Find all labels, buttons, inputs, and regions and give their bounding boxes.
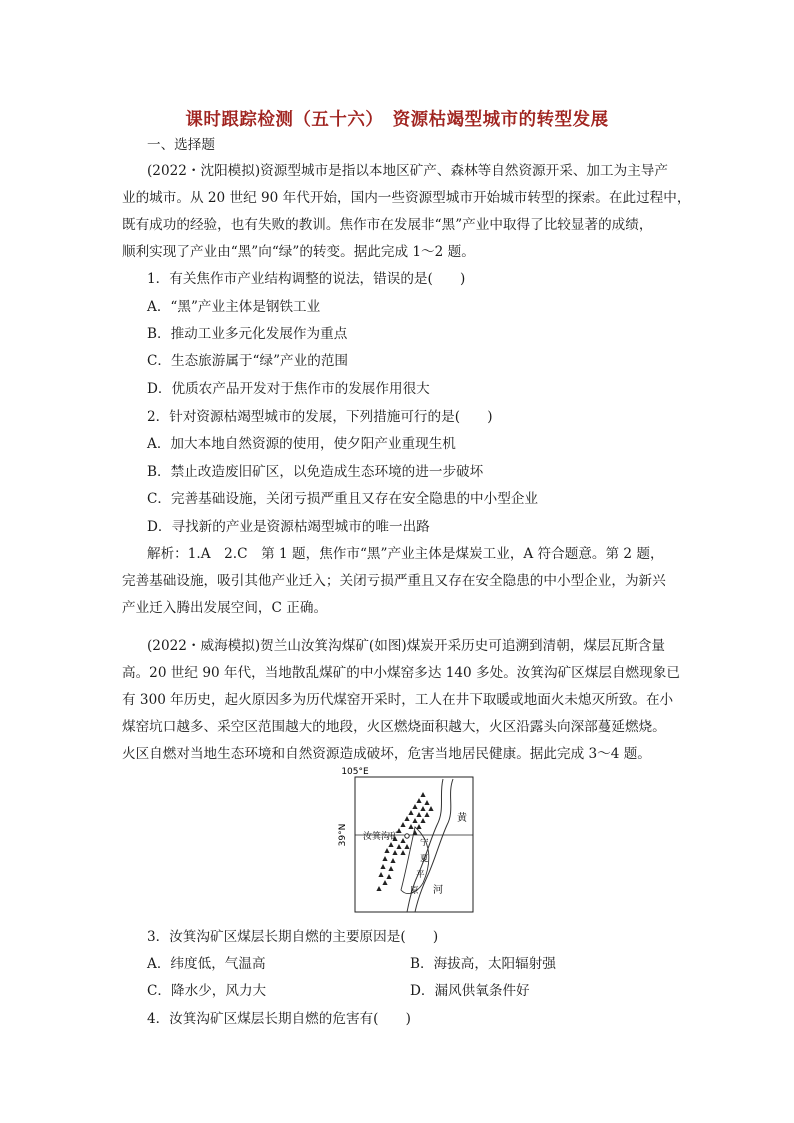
- region-label-3: 平: [416, 870, 425, 880]
- question-2-option-b: B．禁止改造废旧矿区，以免造成生态环境的进一步破坏: [147, 464, 484, 480]
- mountain-icon: [404, 844, 409, 849]
- mountain-icon: [382, 856, 387, 861]
- river-label-1: 黄: [457, 813, 467, 824]
- question-3-option-c: C．降水少，风力大: [147, 983, 267, 999]
- question-2-stem: 2．针对资源枯竭型城市的发展，下列措施可行的是( ): [147, 409, 493, 425]
- mountain-icon: [386, 874, 391, 879]
- mountain-icon: [408, 824, 413, 829]
- mountain-icon: [388, 842, 393, 847]
- mountain-icon: [420, 792, 425, 797]
- question-3-stem: 3．汝箕沟矿区煤层长期自燃的主要原因是( ): [147, 929, 439, 945]
- mountain-icon: [400, 838, 405, 843]
- question-2-option-d: D．寻找新的产业是资源枯竭型城市的唯一出路: [147, 519, 430, 535]
- passage2-line-2: 高。20 世纪 90 年代，当地散乱煤矿的中小煤窑多达 140 多处。汝箕沟矿区煤层自燃现象已: [122, 665, 680, 681]
- mountain-icon: [384, 848, 389, 853]
- question-2-option-c: C．完善基础设施，关闭亏损严重且又存在安全隐患的中小型企业: [147, 491, 539, 507]
- question-3-option-b: B．海拔高，太阳辐射强: [410, 956, 556, 972]
- mountain-icon: [412, 830, 417, 835]
- question-1-option-b: B．推动工业多元化发展作为重点: [147, 326, 348, 342]
- mountain-icon: [388, 866, 393, 871]
- mountain-icon: [400, 822, 405, 827]
- analysis-line-1: 解析：1.A 2.C 第 1 题，焦作市“黑”产业主体是煤炭工业，A 符合题意。第 2 题，: [147, 546, 664, 562]
- mine-location-map: [335, 765, 475, 915]
- region-label-1: 宁: [420, 838, 429, 848]
- question-3-option-d: D．漏风供氧条件好: [410, 983, 530, 999]
- question-2-option-a: A．加大本地自然资源的使用，使夕阳产业重现生机: [147, 436, 456, 452]
- passage1-line-3: 既有成功的经验，也有失败的教训。焦作市在发展非“黑”产业中取得了比较显著的成绩，: [122, 217, 653, 233]
- latitude-label: 39°N: [338, 823, 348, 847]
- question-3-option-a: A．纬度低，气温高: [147, 956, 266, 972]
- question-1-stem: 1．有关焦作市产业结构调整的说法，错误的是( ): [147, 271, 466, 287]
- river-label-2: 河: [433, 885, 443, 896]
- mountain-icon: [420, 818, 425, 823]
- passage1-line-4: 顺利实现了产业由“黑”向“绿”的转变。据此完成 1～2 题。: [122, 244, 475, 260]
- question-1-option-d: D．优质农产品开发对于焦作市的发展作用很大: [147, 381, 430, 397]
- passage2-line-4: 煤窑坑口越多、采空区范围越大的地段，火区燃烧面积越大，火区沿露头向深部蔓延燃烧。: [122, 719, 666, 735]
- mountain-icon: [400, 850, 405, 855]
- mountain-icon: [416, 798, 421, 803]
- mountain-icon: [416, 812, 421, 817]
- passage1-line-1: (2022・沈阳模拟)资源型城市是指以本地区矿产、森林等自然资源开采、加工为主导产: [147, 163, 668, 179]
- mountain-icon: [428, 806, 433, 811]
- section-heading: 一、选择题: [147, 137, 215, 153]
- mountain-icon: [390, 858, 395, 863]
- longitude-label: 105°E: [341, 767, 369, 777]
- page-title: 课时跟踪检测（五十六） 资源枯竭型城市的转型发展: [185, 110, 609, 130]
- mine-marker: [405, 834, 409, 838]
- mountain-icon: [424, 812, 429, 817]
- question-4-stem: 4．汝箕沟矿区煤层长期自燃的危害有( ): [147, 1011, 411, 1027]
- passage1-line-2: 业的城市。从 20 世纪 90 年代开始，国内一些资源型城市开始城市转型的探索。在此过程中，: [122, 190, 691, 206]
- mountain-icon: [404, 816, 409, 821]
- analysis-line-2: 完善基础设施，吸引其他产业迁入；关闭亏损严重且又存在安全隐患的中小型企业，为新兴: [122, 573, 666, 589]
- mountain-icon: [412, 804, 417, 809]
- mountain-icon: [382, 880, 387, 885]
- mountain-icon: [378, 872, 383, 877]
- mountain-icon: [408, 810, 413, 815]
- mountain-icon: [424, 800, 429, 805]
- region-label-2: 夏: [420, 854, 429, 864]
- analysis-line-3: 产业迁入腾出发展空间，C 正确。: [122, 600, 328, 616]
- mountain-icon: [412, 818, 417, 823]
- question-1-option-c: C．生态旅游属于“绿”产业的范围: [147, 353, 349, 369]
- mountain-icon: [420, 806, 425, 811]
- mountain-icon: [416, 824, 421, 829]
- mountain-icon: [376, 886, 381, 891]
- map-svg: [335, 765, 475, 915]
- mountain-icon: [380, 864, 385, 869]
- mine-label: 汝箕沟矿: [363, 832, 400, 842]
- mountain-icon: [396, 844, 401, 849]
- passage2-line-1: (2022・威海模拟)贺兰山汝箕沟煤矿(如图)煤炭开采历史可追溯到清朝，煤层瓦斯含量: [147, 638, 665, 654]
- question-1-option-a: A．“黑”产业主体是钢铁工业: [147, 299, 321, 315]
- passage2-line-5: 火区自燃对当地生态环境和自然资源造成破坏，危害当地居民健康。据此完成 3～4 题。: [122, 746, 651, 762]
- region-label-4: 原: [410, 886, 419, 896]
- mountain-icon: [392, 850, 397, 855]
- passage2-line-3: 有 300 年历史，起火原因多为历代煤窑开采时，工人在井下取暖或地面火未熄灭所致。在小: [122, 692, 674, 708]
